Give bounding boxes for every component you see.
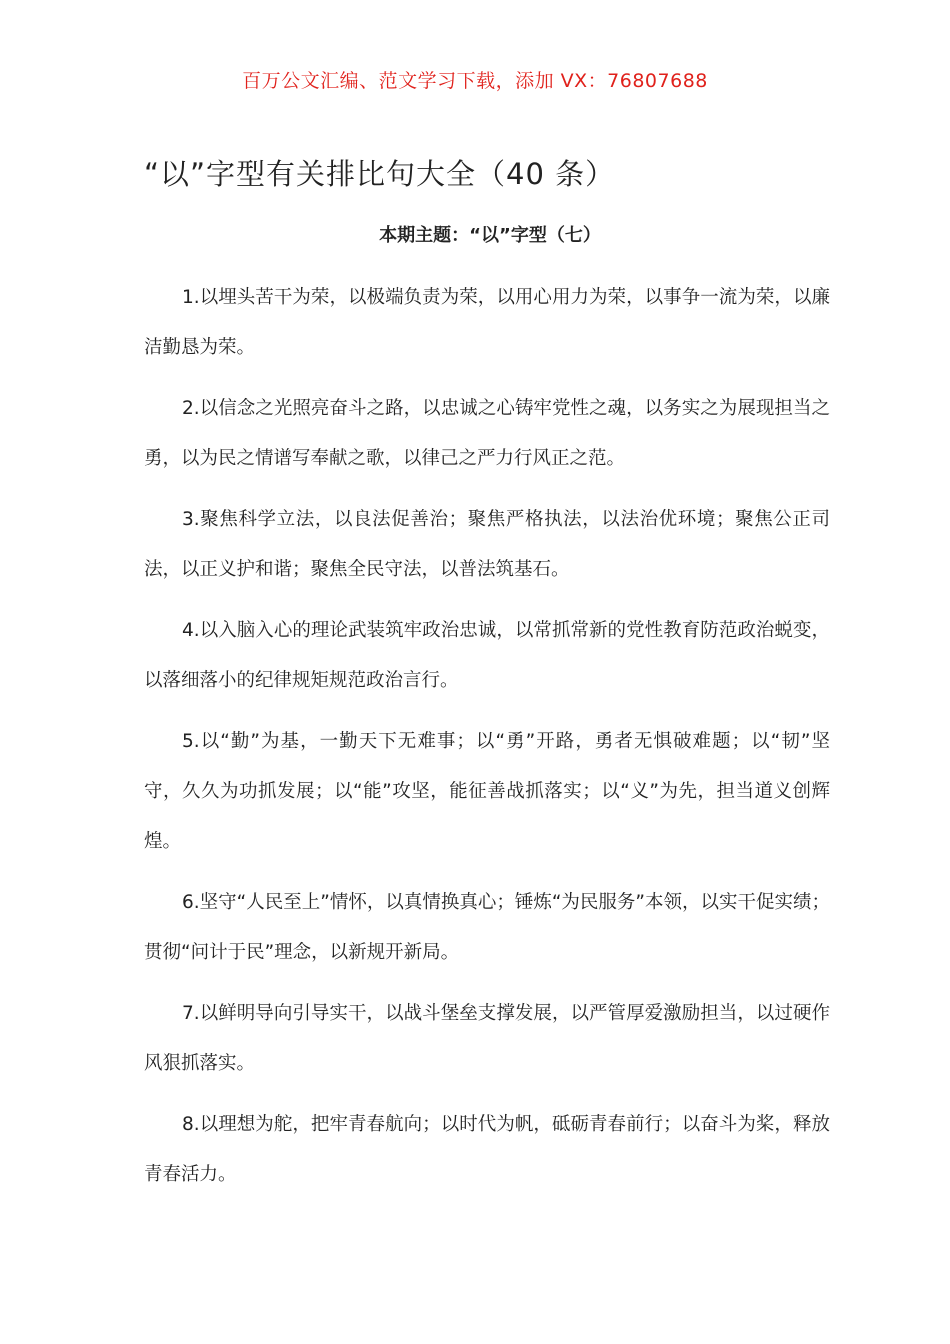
paragraph-3: 3.聚焦科学立法，以良法促善治；聚焦严格执法，以法治优环境；聚焦公正司法，以正义护和谐；聚焦全民守法，以普法筑基石。 xyxy=(144,509,830,580)
paragraph-2: 2.以信念之光照亮奋斗之路，以忠诚之心铸牢党性之魂，以务实之为展现担当之勇，以为民之情谱写奉献之歌，以律己之严力行风正之范。 xyxy=(144,398,830,469)
paragraph-7: 7.以鲜明导向引导实干，以战斗堡垒支撑发展，以严管厚爱激励担当，以过硬作风狠抓落实。 xyxy=(144,1003,830,1074)
paragraph-5: 5.以“勤”为基，一勤天下无难事；以“勇”开路，勇者无惧破难题；以“韧”坚守，久久为功抓发展；以“能”攻坚，能征善战抓落实；以“义”为先，担当道义创辉煌。 xyxy=(144,731,830,852)
paragraph-1: 1.以埋头苦干为荣，以极端负责为荣，以用心用力为荣，以事争一流为荣，以廉洁勤恳为荣。 xyxy=(144,287,830,358)
header-banner: 百万公文汇编、范文学习下载，添加 VX：76807688 xyxy=(242,70,708,92)
document-title: “以”字型有关排比句大全（40 条） xyxy=(144,157,616,191)
paragraph-4: 4.以入脑入心的理论武装筑牢政治忠诚，以常抓常新的党性教育防范政治蜕变，以落细落小的纪律规矩规范政治言行。 xyxy=(144,620,830,691)
paragraph-6: 6.坚守“人民至上”情怀，以真情换真心；锤炼“为民服务”本领，以实干促实绩；贯彻“问计于民”理念，以新规开新局。 xyxy=(144,892,830,963)
document-subtitle: 本期主题：“以”字型（七） xyxy=(379,225,601,246)
document-body xyxy=(144,273,830,1211)
paragraph-8: 8.以理想为舵，把牢青春航向；以时代为帆，砥砺青春前行；以奋斗为桨，释放青春活力。 xyxy=(144,1114,830,1185)
